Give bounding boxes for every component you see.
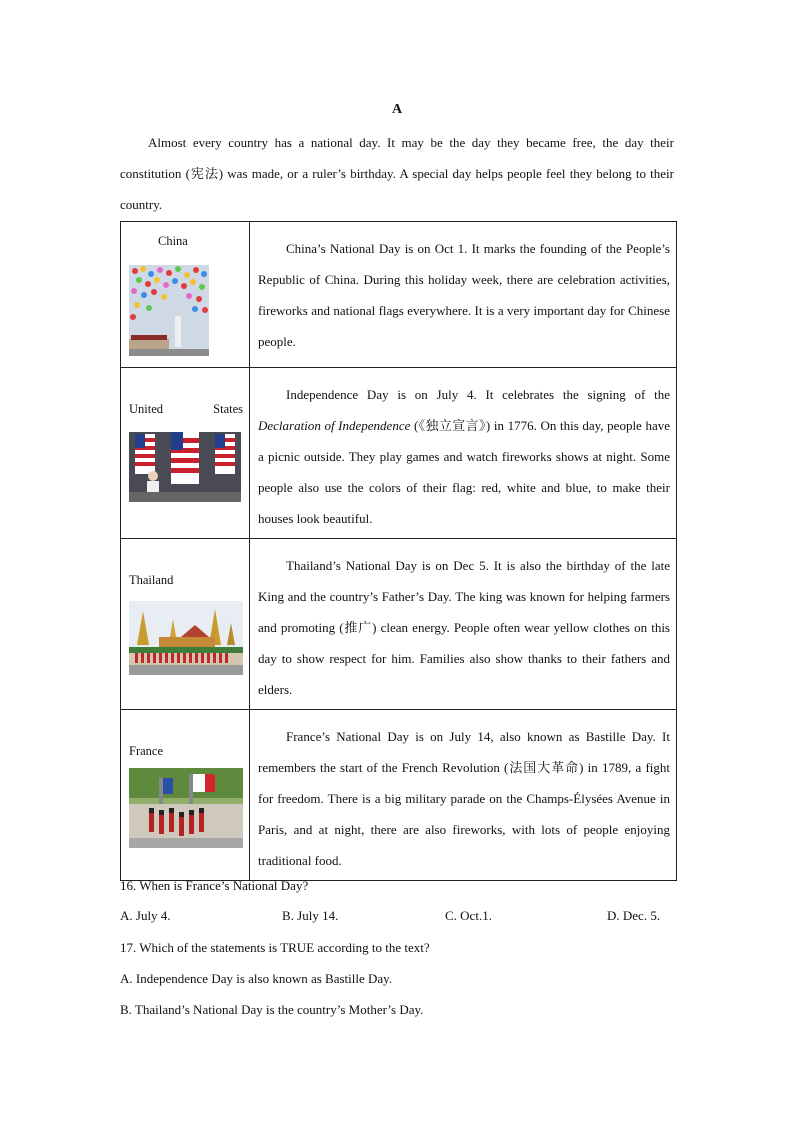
description-cell: [250, 368, 677, 539]
france-military-parade-photo: [129, 768, 243, 848]
table-row-china: [121, 222, 677, 368]
option-a: A. Independence Day is also known as Bastille Day.: [120, 971, 393, 986]
option-a: A. July 4.: [120, 908, 171, 923]
intro-paragraph: Almost every country has a national day. It may be the day they became free, the day their constitution (宪法) was made, or a ruler’s birthday. A special day helps people feel they belong to their country.: [120, 135, 674, 212]
thailand-description: Thailand’s National Day is on Dec 5. It is also the birthday of the late King and the country’s Father’s Day. The king was known for helping farmers and promoting (推广) clean energy. People often wear yellow clothes on this day to show respect for him. Families also show thanks to their fathers and elders.: [258, 558, 670, 697]
us-description: Independence Day is on July 4. It celebrates the signing of the Declaration of Independence (《独立宣言》) in 1776. On this day, people have a picnic outside. They play games and watch fireworks shows at night. Some people also use the colors of their flag: red, white and blue, to make their houses look beautiful.: [258, 387, 670, 526]
option-c: C. Oct.1.: [445, 908, 492, 923]
description-cell: [250, 222, 677, 368]
country-name: United States: [129, 402, 243, 416]
country-cell: [121, 710, 250, 881]
option-d: D. Dec. 5.: [607, 908, 661, 923]
us-flags-photo: [129, 432, 241, 502]
china-description: China’s National Day is on Oct 1. It marks the founding of the People’s Republic of China. During this holiday week, there are celebration activities, fireworks and national flags everywhere. It is a very important day for Chinese people.: [258, 241, 670, 349]
option-b: B. Thailand’s National Day is the country’s Mother’s Day.: [120, 1002, 424, 1017]
china-celebration-photo: [129, 265, 209, 356]
country-cell: [121, 539, 250, 710]
country-name: France: [129, 744, 164, 758]
thailand-temple-parade-photo: [129, 601, 243, 675]
question-17: 17. Which of the statements is TRUE according to the text?: [120, 940, 430, 955]
table-row-thailand: [121, 539, 677, 710]
country-cell: [121, 222, 250, 368]
description-cell: [250, 539, 677, 710]
country-name: Thailand: [129, 573, 174, 587]
table-row-united-states: [121, 368, 677, 539]
question-16-options: [120, 908, 680, 926]
passage-heading: A: [391, 102, 403, 117]
country-name: China: [158, 234, 188, 248]
table-row-france: [121, 710, 677, 881]
france-description: France’s National Day is on July 14, also known as Bastille Day. It remembers the start of the French Revolution (法国大革命) in 1789, a fight for freedom. There is a big military parade on the Champs-Élysées Avenue in Paris, and at night, there are also fireworks, with lots of people enjoying traditional food.: [258, 729, 670, 868]
option-b: B. July 14.: [282, 908, 339, 923]
description-cell: [250, 710, 677, 881]
country-cell: [121, 368, 250, 539]
question-16: 16. When is France’s National Day?: [120, 878, 309, 893]
national-day-table: [120, 221, 677, 881]
